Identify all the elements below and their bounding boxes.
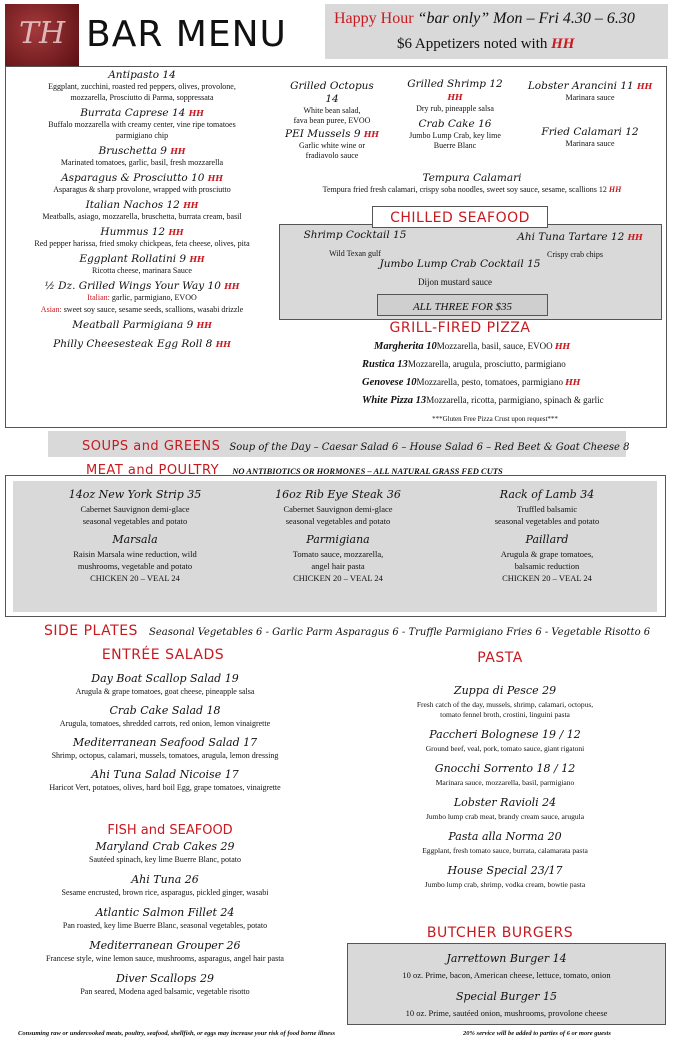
pasta-title: PASTA (477, 650, 523, 666)
appetizer-desc: Garlic white wine or (299, 141, 365, 150)
meat-item-desc: angel hair pasta (311, 561, 365, 571)
salad-desc: Haricot Vert, potatoes, olives, hard boil Egg, grape tomatoes, vinaigrette (49, 783, 281, 792)
appetizer-name (8, 172, 276, 185)
tempura-desc-text: Tempura fried fresh calamari, crispy soba noodles, sweet soy sauce, sesame, scallions 12 (322, 185, 607, 194)
hh-mark: HH (551, 36, 575, 52)
appetizer-name (8, 226, 276, 239)
pizza-item (374, 341, 570, 352)
hh-badge: HH (196, 320, 212, 330)
hh-badge: HH (207, 173, 223, 183)
appetizer-name-text: Burrata Caprese 14 (80, 107, 186, 119)
appetizer-name (520, 126, 660, 139)
happy-hour-hours: “bar only” Mon – Fri 4.30 – 6.30 (413, 10, 635, 27)
fish-desc: Pan roasted, key lime Buerre Blanc, seasonal vegetables, potato (62, 921, 268, 930)
hh-badge: HH (189, 254, 205, 264)
happy-hour-note: $6 Appetizers noted with (397, 36, 552, 52)
jumbo-lump-crab-cocktail: Jumbo Lump Crab Cocktail 15 (379, 258, 541, 270)
meat-item-name: Marsala (112, 533, 158, 546)
meat-column (238, 488, 438, 584)
pasta-name: Gnocchi Sorrento 18 / 12 (434, 762, 576, 775)
meat-item-name: 16oz Rib Eye Steak 36 (275, 488, 401, 501)
salad-name: Day Boat Scallop Salad 19 (91, 672, 239, 685)
meat-item-desc: CHICKEN 20 – VEAL 24 (293, 573, 383, 583)
appetizer-name (8, 107, 276, 120)
fish-name: Atlantic Salmon Fillet 24 (95, 906, 235, 919)
appetizer-name-text: Bruschetta 9 (98, 145, 167, 157)
appetizer-name-text: Lobster Arancini 11 (527, 80, 634, 92)
all-three-box (377, 294, 548, 316)
appetizer-right-item (520, 80, 660, 103)
wings-asian (8, 305, 276, 315)
pasta-name: Lobster Ravioli 24 (453, 796, 557, 809)
hh-badge: HH (168, 227, 184, 237)
meat-item-desc: balsamic reduction (514, 561, 580, 571)
meatball-name-text: Meatball Parmigiana 9 (72, 319, 194, 331)
appetizer-desc: fava bean puree, EVOO (293, 116, 371, 125)
pizza-item (362, 395, 604, 406)
meat-item-desc: Arugula & grape tomatoes, (500, 549, 594, 559)
appetizer-desc: Red pepper harissa, fried smoky chickpeas, feta cheese, olives, pita (34, 239, 250, 248)
chilled-seafood-title: CHILLED SEAFOOD (390, 210, 530, 226)
meat-item-desc: Cabernet Sauvignon demi-glace (283, 504, 393, 514)
philly-name-text: Philly Cheesesteak Egg Roll 8 (53, 338, 213, 350)
logo-monogram: TH (19, 16, 66, 51)
hh-badge: HH (170, 146, 186, 156)
meat-item-name: Rack of Lamb 34 (499, 488, 595, 501)
appetizer-desc: mozzarella, Prosciutto di Parma, soppressata (70, 93, 214, 102)
pasta-name: Paccheri Bolognese 19 / 12 (429, 728, 581, 741)
sides-line (44, 620, 650, 639)
pasta-desc: Jumbo lump crab, shrimp, vodka cream, bowtie pasta (424, 880, 586, 889)
meat-item-name: Paillard (525, 533, 569, 546)
appetizer-desc: parmigiano chip (115, 131, 169, 140)
wings-italian-desc: garlic, parmigiano, EVOO (109, 293, 197, 302)
fish-name: Ahi Tuna 26 (131, 873, 199, 886)
tempura-name: Tempura Calamari (422, 172, 522, 184)
appetizer-desc: Marinara sauce (565, 93, 615, 102)
hh-badge: HH (637, 81, 653, 91)
appetizer-name-text: Eggplant Rollatini 9 (79, 253, 187, 265)
appetizer-desc: Buerre Blanc (433, 141, 477, 150)
pizza-name: White Pizza 13 (362, 395, 427, 406)
salad-name: Crab Cake Salad 18 (109, 704, 221, 717)
salad-desc: Arugula, tomatoes, shredded carrots, red onion, lemon vinaigrette (59, 719, 271, 728)
appetizer-name-text: Hummus 12 (100, 226, 166, 238)
footer-service: 20% service will be added to parties of 6 or more guests (463, 1030, 611, 1037)
all-three-offer: ALL THREE FOR $35 (412, 301, 513, 313)
meat-item-name: Parmigiana (306, 533, 370, 546)
pasta-name: House Special 23/17 (447, 864, 563, 877)
pizza-desc: Mozzarella, pesto, tomatoes, parmigiano (416, 377, 566, 387)
meat-item-name: 14oz New York Strip 35 (68, 488, 202, 501)
appetizer-name (400, 118, 510, 131)
ahi-tuna-tartare-name: Ahi Tuna Tartare 12 (517, 231, 625, 243)
burgers-list (350, 952, 663, 1028)
hh-badge: HH (447, 92, 463, 102)
appetizer-name (8, 253, 276, 266)
appetizer-name (8, 145, 276, 158)
appetizer-name (8, 69, 276, 82)
salad-desc: Arugula & grape tomatoes, goat cheese, pineapple salsa (75, 687, 255, 696)
fish-desc: Pan seared, Modena aged balsamic, vegetable risotto (80, 987, 250, 996)
burger-desc: 10 oz. Prime, bacon, American cheese, lettuce, tomato, onion (402, 970, 611, 980)
meat-item-desc: CHICKEN 20 – VEAL 24 (502, 573, 592, 583)
meatball-name (8, 319, 276, 332)
pizza-name: Rustica 13 (362, 359, 408, 370)
hh-badge: HH (215, 339, 231, 349)
appetizer-name-text: Crab Cake 16 (418, 118, 492, 130)
hh-badge: HH (224, 281, 240, 291)
appetizer-desc: White bean salad, (303, 106, 361, 115)
philly-name (8, 338, 276, 351)
fish-desc: Francese style, wine lemon sauce, mushrooms, asparagus, angel hair pasta (46, 954, 284, 963)
appetizer-name-text: Antipasto 14 (108, 69, 176, 81)
wings-asian-label: Asian: (40, 305, 62, 314)
pasta-desc: Fresh catch of the day, mussels, shrimp, calamari, octopus, (416, 700, 594, 709)
happy-hour-label: Happy Hour (334, 10, 414, 27)
pizza-desc: Mozzarella, ricotta, parmigiano, spinach & garlic (426, 395, 604, 405)
hh-badge: HH (554, 341, 571, 351)
pasta-desc: Jumbo lump crab meat, brandy cream sauce, arugula (425, 812, 585, 821)
wings-italian-label: Italian: (87, 293, 110, 302)
pasta-list (350, 684, 660, 898)
shrimp-cocktail-desc: Wild Texan gulf (329, 249, 381, 258)
ahi-tuna-tartare (500, 231, 660, 244)
appetizer-desc: fradiavolo sauce (305, 151, 359, 160)
sides-title: SIDE PLATES (44, 623, 138, 639)
appetizer-desc: Buffalo mozzarella with creamy center, vine ripe tomatoes (48, 120, 236, 129)
appetizer-name (520, 80, 660, 93)
appetizer-desc: Marinated tomatoes, garlic, basil, fresh mozzarella (60, 158, 224, 167)
pizza-item (362, 359, 566, 370)
soups-title: SOUPS and GREENS (82, 439, 221, 454)
pizza-desc: Mozzarella, arugula, prosciutto, parmigiano (407, 359, 566, 369)
pizza-desc: Mozzarella, basil, sauce, EVOO (436, 341, 555, 351)
footer-warning: Consuming raw or undercooked meats, poultry, seafood, shellfish, or eggs may increase your risk of food borne illness (18, 1030, 336, 1037)
meat-item-desc: mushrooms, vegetable and potato (77, 561, 193, 571)
hh-badge: HH (188, 108, 204, 118)
meat-item-desc: CHICKEN 20 – VEAL 24 (90, 573, 180, 583)
meat-item-desc: seasonal vegetables and potato (494, 516, 600, 526)
appetizer-name-text: Italian Nachos 12 (85, 199, 180, 211)
salad-desc: Shrimp, octopus, calamari, mussels, tomatoes, arugula, lemon dressing (51, 751, 279, 760)
appetizer-desc: Marinara sauce (565, 139, 615, 148)
meat-item-desc: seasonal vegetables and potato (82, 516, 188, 526)
appetizer-desc: Jumbo Lump Crab, key lime (409, 131, 501, 140)
meat-note: NO ANTIBIOTICS OR HORMONES – ALL NATURAL GRASS FED CUTS (232, 466, 503, 476)
burger-name: Jarrettown Burger 14 (446, 952, 567, 965)
appetizer-desc: Asparagus & sharp provolone, wrapped with prosciutto (53, 185, 231, 194)
meat-item-desc: seasonal vegetables and potato (285, 516, 391, 526)
appetizers-left-column (8, 69, 276, 351)
appetizer-name-text: PEI Mussels 9 (285, 128, 361, 140)
pizza-name: Margherita 10 (374, 341, 437, 352)
hh-badge: HH (608, 185, 622, 194)
appetizer-right-item (282, 128, 382, 161)
appetizer-name-text: Grilled Shrimp 12 (407, 78, 503, 90)
wings-italian (8, 293, 276, 303)
appetizer-right-item (282, 80, 382, 126)
meat-item-desc: Cabernet Sauvignon demi-glace (80, 504, 190, 514)
hh-badge: HH (183, 200, 199, 210)
sides-items: Seasonal Vegetables 6 - Garlic Parm Asparagus 6 - Truffle Parmigiano Fries 6 - Vegetable Risotto 6 (149, 627, 651, 638)
appetizer-name (282, 80, 382, 106)
appetizer-right-item (520, 126, 660, 149)
pasta-name: Zuppa di Pesce 29 (453, 684, 557, 697)
burger-name: Special Burger 15 (455, 990, 558, 1003)
soups-line (82, 435, 629, 454)
hh-badge: HH (363, 129, 379, 139)
meat-item-desc: Truffled balsamic (516, 504, 578, 514)
hh-badge: HH (565, 377, 581, 387)
meat-title: MEAT and POULTRY (86, 463, 220, 478)
appetizer-right-item (400, 118, 510, 151)
chilled-seafood-title-box (372, 206, 548, 228)
fish-name: Mediterranean Grouper 26 (89, 939, 241, 952)
burgers-title: BUTCHER BURGERS (426, 925, 574, 941)
fish-desc: Sautéed spinach, key lime Buerre Blanc, potato (89, 855, 241, 864)
hh-badge: HH (627, 232, 643, 242)
pasta-name: Pasta alla Norma 20 (448, 830, 562, 843)
meat-column (30, 488, 240, 584)
wings-asian-desc: sweet soy sauce, sesame seeds, scallions, wasabi drizzle (61, 305, 244, 314)
wings-name (8, 280, 276, 293)
fish-name: Diver Scallops 29 (116, 972, 214, 985)
appetizer-desc: Ricotta cheese, marinara Sauce (92, 266, 192, 275)
tempura-desc (282, 185, 662, 195)
pasta-desc: Marinara sauce, mozzarella, basil, parmigiano (435, 778, 575, 787)
appetizer-right-item (400, 78, 510, 114)
appetizer-name (8, 199, 276, 212)
salad-name: Mediterranean Seafood Salad 17 (72, 736, 258, 749)
happy-hour-banner (325, 4, 668, 59)
jumbo-lump-crab-desc: Dijon mustard sauce (418, 277, 492, 287)
wings-name-text: ½ Dz. Grilled Wings Your Way 10 (44, 280, 221, 292)
fish-list (6, 840, 324, 1005)
pasta-desc: Ground beef, veal, pork, tomato sauce, giant rigatoni (425, 744, 585, 753)
gluten-free-note: ***Gluten Free Pizza Crust upon request*** (432, 415, 558, 423)
pizza-name: Genovese 10 (362, 377, 417, 388)
salads-list (6, 672, 324, 800)
meat-column (462, 488, 632, 584)
meat-item-desc: Raisin Marsala wine reduction, wild (73, 549, 197, 559)
salads-title: ENTRÉE SALADS (101, 647, 225, 663)
meat-item-desc: Tomato sauce, mozzarella, (292, 549, 384, 559)
appetizer-desc: Dry rub, pineapple salsa (416, 104, 494, 113)
appetizer-name-text: Asparagus & Prosciutto 10 (61, 172, 205, 184)
appetizer-desc: Meatballs, asiago, mozzarella, bruschetta, burrata cream, basil (42, 212, 242, 221)
logo (5, 4, 79, 67)
salad-name: Ahi Tuna Salad Nicoise 17 (91, 768, 239, 781)
fish-title: FISH and SEAFOOD (107, 823, 233, 838)
appetizer-desc: Eggplant, zucchini, roasted red peppers, olives, provolone, (48, 82, 236, 91)
fish-desc: Sesame encrusted, brown rice, asparagus, pickled ginger, wasabi (61, 888, 269, 897)
ahi-tuna-tartare-desc: Crispy crab chips (547, 250, 603, 259)
appetizer-name-text: Fried Calamari 12 (541, 126, 639, 138)
pizza-title: GRILL-FIRED PIZZA (389, 320, 531, 336)
fish-name: Maryland Crab Cakes 29 (95, 840, 235, 853)
pasta-desc: tomato fennel broth, crostini, linguini pasta (440, 710, 570, 719)
pizza-item (362, 377, 580, 388)
appetizer-name (282, 128, 382, 141)
shrimp-cocktail: Shrimp Cocktail 15 (303, 229, 407, 241)
soups-items: Soup of the Day – Caesar Salad 6 – House Salad 6 – Red Beet & Goat Cheese 8 (229, 442, 630, 453)
pasta-desc: Eggplant, fresh tomato sauce, burrata, calamarata pasta (422, 846, 588, 855)
page-title: BAR MENU (86, 14, 287, 55)
burger-desc: 10 oz. Prime, sautéed onion, mushrooms, provolone cheese (405, 1008, 608, 1018)
appetizer-name (400, 78, 510, 104)
tempura-calamari (282, 172, 662, 195)
appetizer-name-text: Grilled Octopus 14 (290, 80, 374, 105)
